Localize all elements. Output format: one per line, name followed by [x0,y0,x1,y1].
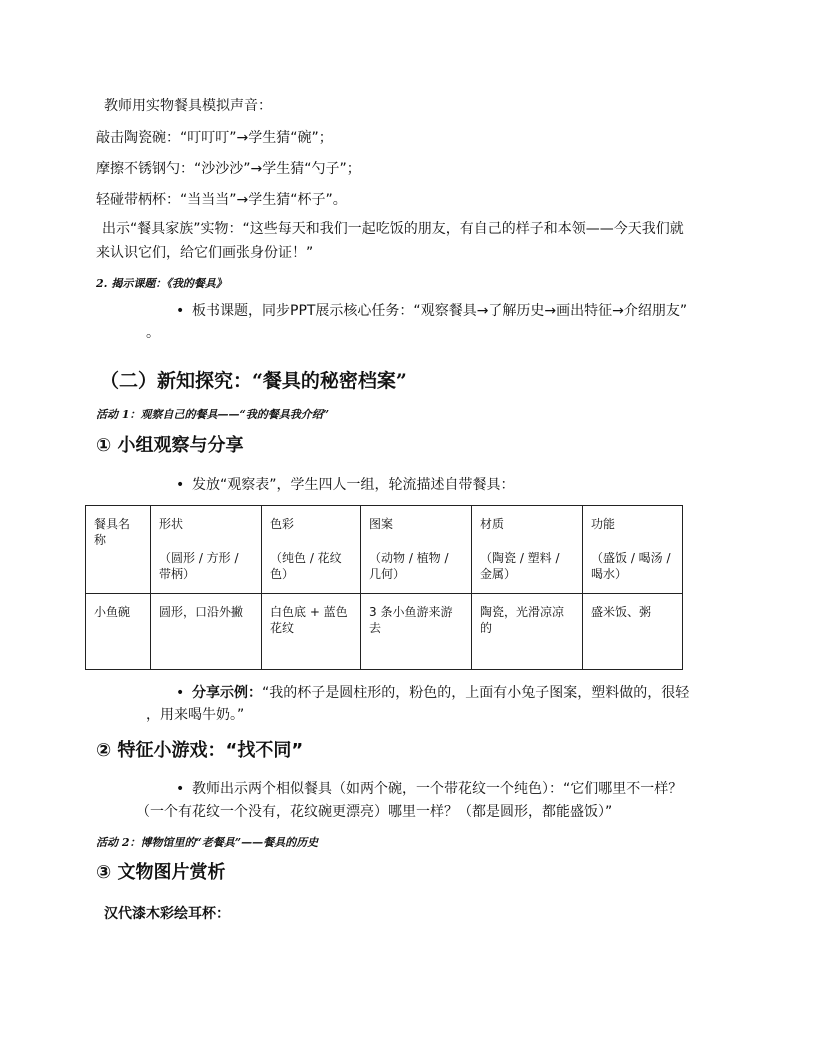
observation-table [85,505,683,670]
header-sub: （圆形 / 方形 / 带柄） [159,551,239,581]
header-sub: （纯色 / 花纹色） [270,551,342,581]
intro-line-2: 敲击陶瓷碗：“叮叮叮”→学生猜“碗”； [96,130,333,146]
table-header-cell [361,506,472,594]
share-example [176,682,689,702]
table-header-cell [472,506,583,594]
intro-line-5a: 出示“餐具家族”实物：“这些每天和我们一起吃饭的朋友，有自己的样子和本领——今天我们就 [102,221,684,237]
header-sub: （动物 / 植物 / 几何） [369,551,449,581]
header-title: 材质 [480,517,505,531]
table-header-cell [86,506,151,594]
step-1-bullet [176,474,515,494]
step-2-bullet-cont: （一个有花纹一个没有，花纹碗更漂亮）哪里一样？（都是圆形，都能盛饭）” [136,804,613,820]
step-2-bullet-text: 教师出示两个相似餐具（如两个碗，一个带花纹一个纯色）：“它们哪里不一样？ [192,781,683,797]
header-title: 功能 [591,517,616,531]
step-1-heading: ① 小组观察与分享 [96,435,244,456]
header-sub: （陶瓷 / 塑料 / 金属） [480,551,560,581]
table-header-cell [583,506,683,594]
section-2-heading: 2. 揭示课题：《我的餐具》 [96,277,227,290]
activity-1-heading: 活动 1：观察自己的餐具——“我的餐具我介绍” [96,408,330,421]
bullet-dot-icon: • [176,781,185,797]
table-cell: 小鱼碗 [86,594,151,670]
bullet-dot-icon: • [176,303,185,319]
intro-line-5b: 来认识它们，给它们画张身份证！” [96,245,314,261]
share-label: 分享示例： [192,685,262,701]
bullet-dot-icon: • [176,477,185,493]
intro-line-4: 轻碰带柄杯：“当当当”→学生猜“杯子”。 [96,192,347,208]
section-2-bullet-text: 板书课题，同步PPT展示核心任务：“观察餐具→了解历史→画出特征→介绍朋友” [192,303,688,319]
step-1-bullet-text: 发放“观察表”，学生四人一组，轮流描述自带餐具： [192,477,515,493]
header-title: 餐具名称 [94,517,131,547]
intro-line-1: 教师用实物餐具模拟声音： [104,98,272,114]
table-cell: 白色底 + 蓝色花纹 [262,594,361,670]
activity-2-heading: 活动 2：博物馆里的“老餐具”——餐具的历史 [96,836,319,849]
table-cell: 陶瓷，光滑凉凉的 [472,594,583,670]
table-header-cell [151,506,262,594]
table-header-row [86,506,683,594]
header-title: 色彩 [270,517,295,531]
section-2-bullet-cont: 。 [146,325,160,341]
section-2-bullet [176,300,687,320]
table-cell: 圆形，口沿外撇 [151,594,262,670]
table-row [86,594,683,670]
share-example-cont: ，用来喝牛奶。” [146,707,245,723]
header-title: 图案 [369,517,394,531]
part-2-title: （二）新知探究：“餐具的秘密档案” [100,370,407,392]
step-2-bullet [176,778,682,798]
share-text: “我的杯子是圆柱形的，粉色的，上面有小兔子图案，塑料做的，很轻 [262,685,690,701]
table-cell: 3 条小鱼游来游去 [361,594,472,670]
step-3-heading: ③ 文物图片赏析 [96,862,226,883]
step-2-heading: ② 特征小游戏：“找不同” [96,740,304,761]
header-title: 形状 [159,517,184,531]
table-header-cell [262,506,361,594]
bullet-dot-icon: • [176,685,185,701]
han-cup-label: 汉代漆木彩绘耳杯： [104,906,230,922]
header-sub: （盛饭 / 喝汤 / 喝水） [591,551,671,581]
intro-line-3: 摩擦不锈钢勺：“沙沙沙”→学生猜“勺子”； [96,161,361,177]
table-cell: 盛米饭、粥 [583,594,683,670]
